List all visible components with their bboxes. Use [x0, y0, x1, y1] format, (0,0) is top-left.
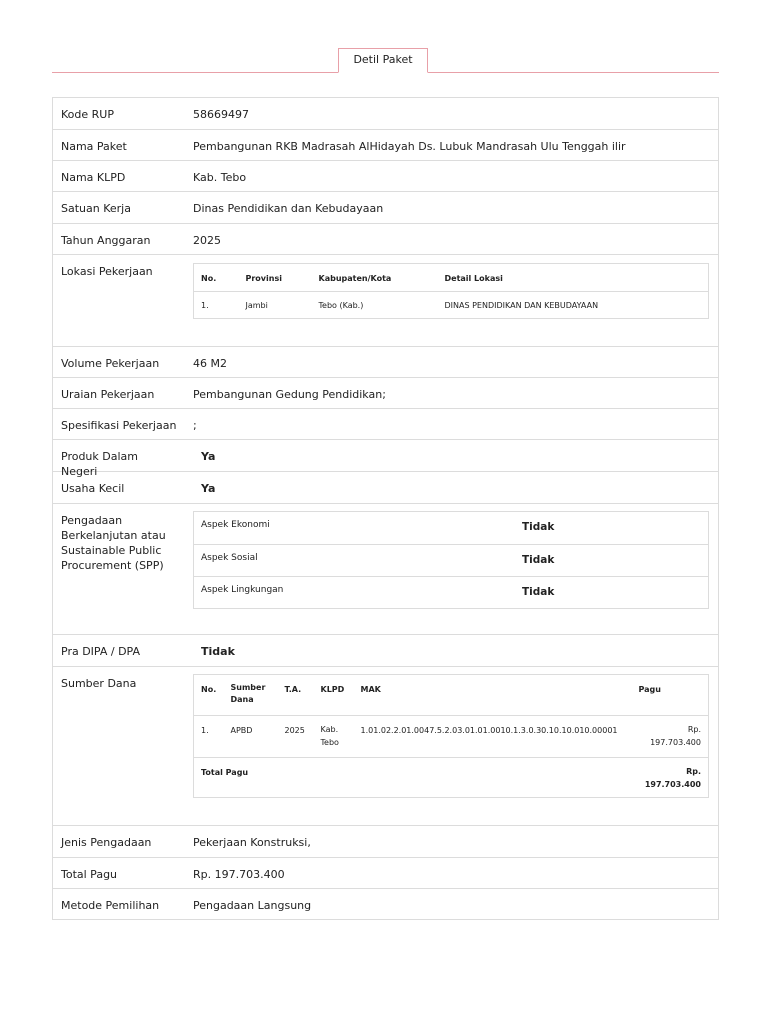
- spp-row-lingkungan: [194, 576, 708, 608]
- row-uraian-pekerjaan: [53, 377, 718, 408]
- sumber-sumber: APBD: [230, 726, 253, 735]
- uraian-pekerjaan-label: Uraian Pekerjaan: [61, 388, 155, 401]
- spp-row-sosial: [194, 544, 708, 576]
- kode-rup-label: Kode RUP: [61, 108, 114, 121]
- lokasi-header-no: No.: [201, 274, 217, 283]
- sumber-header-pagu: Pagu: [638, 685, 661, 694]
- jenis-pengadaan-value: Pekerjaan Konstruksi,: [193, 836, 311, 849]
- sumber-header-row: [194, 675, 709, 716]
- total-pagu-value: Rp. 197.703.400: [193, 868, 285, 881]
- sumber-total-row: [194, 758, 709, 798]
- sumber-no: 1.: [201, 726, 209, 735]
- sumber-dana-label: Sumber Dana: [61, 677, 137, 690]
- usaha-kecil-value: Ya: [201, 482, 216, 495]
- sumber-header-ta: T.A.: [284, 685, 302, 694]
- total-pagu-label: Total Pagu: [61, 868, 118, 881]
- spesifikasi-pekerjaan-label: Spesifikasi Pekerjaan: [61, 419, 177, 432]
- row-spesifikasi-pekerjaan: [53, 408, 718, 439]
- row-lokasi-pekerjaan: [53, 254, 718, 346]
- row-sumber-dana: [53, 666, 718, 825]
- usaha-kecil-label: Usaha Kecil: [61, 482, 125, 495]
- tab-detil-paket[interactable]: Detil Paket: [338, 48, 428, 73]
- produk-dalam-negeri-value: Ya: [201, 450, 216, 463]
- tahun-anggaran-value: 2025: [193, 234, 221, 247]
- sumber-klpd: Kab. Tebo: [320, 725, 339, 747]
- row-satuan-kerja: [53, 191, 718, 223]
- nama-klpd-value: Kab. Tebo: [193, 171, 247, 184]
- spp-lingkungan-value: Tidak: [522, 586, 555, 598]
- satuan-kerja-label: Satuan Kerja: [61, 202, 131, 215]
- jenis-pengadaan-label: Jenis Pengadaan: [61, 836, 152, 849]
- lokasi-header-kabupaten: Kabupaten/Kota: [318, 274, 392, 283]
- row-total-pagu: [53, 857, 718, 888]
- nama-paket-label: Nama Paket: [61, 140, 127, 153]
- pra-dipa-value: Tidak: [201, 645, 235, 658]
- lokasi-row: [194, 292, 709, 319]
- sumber-header-sumber: Sumber Dana: [230, 683, 266, 704]
- row-nama-paket: [53, 129, 718, 160]
- produk-dalam-negeri-label: Produk Dalam Negeri: [61, 450, 138, 478]
- row-spp: [53, 503, 718, 634]
- row-nama-klpd: [53, 160, 718, 191]
- sumber-pagu: Rp. 197.703.400: [650, 725, 701, 747]
- metode-pemilihan-label: Metode Pemilihan: [61, 899, 160, 912]
- spp-ekonomi-value: Tidak: [522, 521, 555, 533]
- row-volume-pekerjaan: [53, 346, 718, 377]
- detail-table: [52, 97, 719, 920]
- spp-lingkungan-label: Aspek Lingkungan: [201, 585, 284, 595]
- spp-row-ekonomi: [194, 512, 708, 544]
- row-jenis-pengadaan: [53, 825, 718, 857]
- sumber-header-mak: MAK: [360, 685, 381, 694]
- spp-ekonomi-label: Aspek Ekonomi: [201, 520, 270, 530]
- volume-pekerjaan-value: 46 M2: [193, 357, 227, 370]
- satuan-kerja-value: Dinas Pendidikan dan Kebudayaan: [193, 202, 384, 215]
- nama-paket-value: Pembangunan RKB Madrasah AlHidayah Ds. Lubuk Mandrasah Ulu Tenggah ilir: [193, 140, 626, 153]
- sumber-total-label: Total Pagu: [201, 768, 249, 777]
- row-tahun-anggaran: [53, 223, 718, 254]
- uraian-pekerjaan-value: Pembangunan Gedung Pendidikan;: [193, 388, 386, 401]
- spp-label: Pengadaan Berkelanjutan atau Sustainable Public Procurement (SPP): [61, 514, 166, 572]
- lokasi-header-detail: Detail Lokasi: [444, 274, 503, 283]
- spp-table: [193, 511, 709, 609]
- kode-rup-value: 58669497: [193, 108, 249, 121]
- row-usaha-kecil: [53, 471, 718, 503]
- volume-pekerjaan-label: Volume Pekerjaan: [61, 357, 160, 370]
- pra-dipa-label: Pra DIPA / DPA: [61, 645, 140, 658]
- lokasi-no: 1.: [201, 301, 209, 310]
- lokasi-kabupaten: Tebo (Kab.): [318, 301, 364, 310]
- lokasi-provinsi: Jambi: [245, 301, 268, 310]
- lokasi-detail: DINAS PENDIDIKAN DAN KEBUDAYAAN: [444, 301, 599, 310]
- tab-bar: [52, 48, 719, 73]
- row-pra-dipa: [53, 634, 718, 666]
- spp-sosial-value: Tidak: [522, 554, 555, 566]
- spp-sosial-label: Aspek Sosial: [201, 553, 258, 563]
- metode-pemilihan-value: Pengadaan Langsung: [193, 899, 312, 912]
- lokasi-header-row: [194, 264, 709, 292]
- sumber-header-no: No.: [201, 685, 217, 694]
- sumber-ta: 2025: [284, 726, 305, 735]
- lokasi-header-provinsi: Provinsi: [245, 274, 282, 283]
- row-kode-rup: [53, 98, 718, 129]
- tahun-anggaran-label: Tahun Anggaran: [61, 234, 151, 247]
- sumber-total-value: Rp. 197.703.400: [644, 767, 701, 789]
- row-metode-pemilihan: [53, 888, 718, 919]
- nama-klpd-label: Nama KLPD: [61, 171, 126, 184]
- sumber-header-klpd: KLPD: [320, 685, 345, 694]
- spesifikasi-pekerjaan-value: ;: [193, 419, 197, 432]
- sumber-dana-table: [193, 674, 709, 798]
- sumber-mak: 1.01.02.2.01.0047.5.2.03.01.01.0010.1.3.0.30.10.10.010.00001: [360, 726, 618, 735]
- row-produk-dalam-negeri: [53, 439, 718, 478]
- lokasi-table: [193, 263, 709, 319]
- sumber-row: [194, 716, 709, 758]
- lokasi-pekerjaan-label: Lokasi Pekerjaan: [61, 265, 153, 278]
